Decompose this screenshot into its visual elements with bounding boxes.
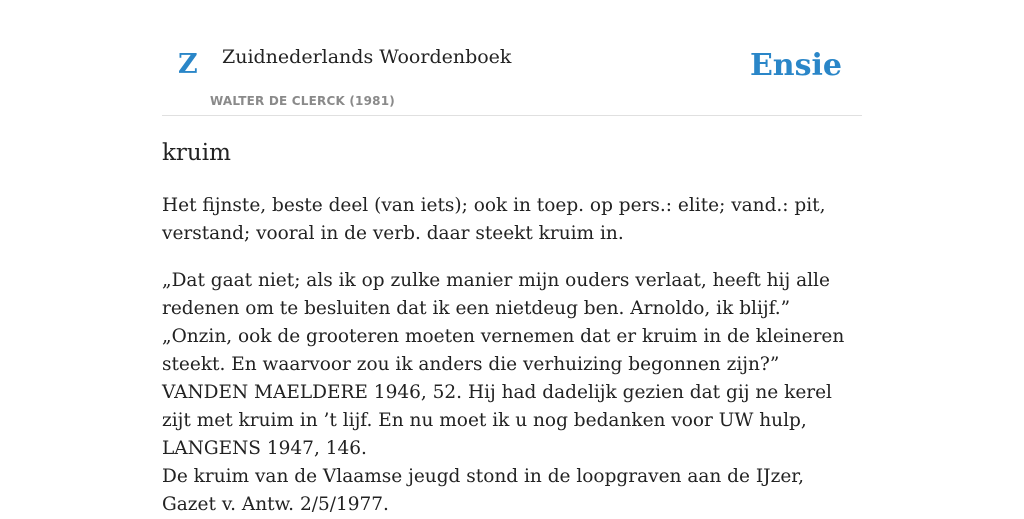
quote-text: De kruim van de Vlaamse jeugd stond in de loopgraven aan de IJzer, Gazet v. Antw. 2/5/1977.	[162, 466, 804, 515]
dictionary-author: WALTER DE CLERCK (1981)	[210, 94, 395, 108]
brand-logo[interactable]: Ensie	[749, 48, 842, 83]
entry-header	[162, 0, 862, 116]
dictionary-logo-letter[interactable]: Z	[178, 49, 198, 80]
headword: kruim	[162, 140, 231, 166]
definition-text: Het fijnste, beste deel (van iets); ook in toep. op pers.: elite; vand.: pit, verstand; vooral in de verb. daar steekt kruim in.	[162, 195, 826, 244]
quote-text: „Dat gaat niet; als ik op zulke manier mijn ouders verlaat, heeft hij alle redenen om te besluiten dat ik een nietdeug ben. Arnoldo, ik blijf.” „Onzin, ook de grooteren moeten vernemen dat er kruim in de kleineren steekt. En waarvoor zou ik anders die verhuizing begonnen zijn?” VANDEN MAELDERE 1946, 52. Hij had dadelijk gezien dat gij ne kerel zijt met kruim in ’t lijf. En nu moet ik u nog bedanken voor UW hulp, LANGENS 1947, 146.	[162, 270, 845, 459]
dictionary-title[interactable]: Zuidnederlands Woordenboek	[222, 46, 512, 68]
entry-card	[162, 0, 862, 515]
